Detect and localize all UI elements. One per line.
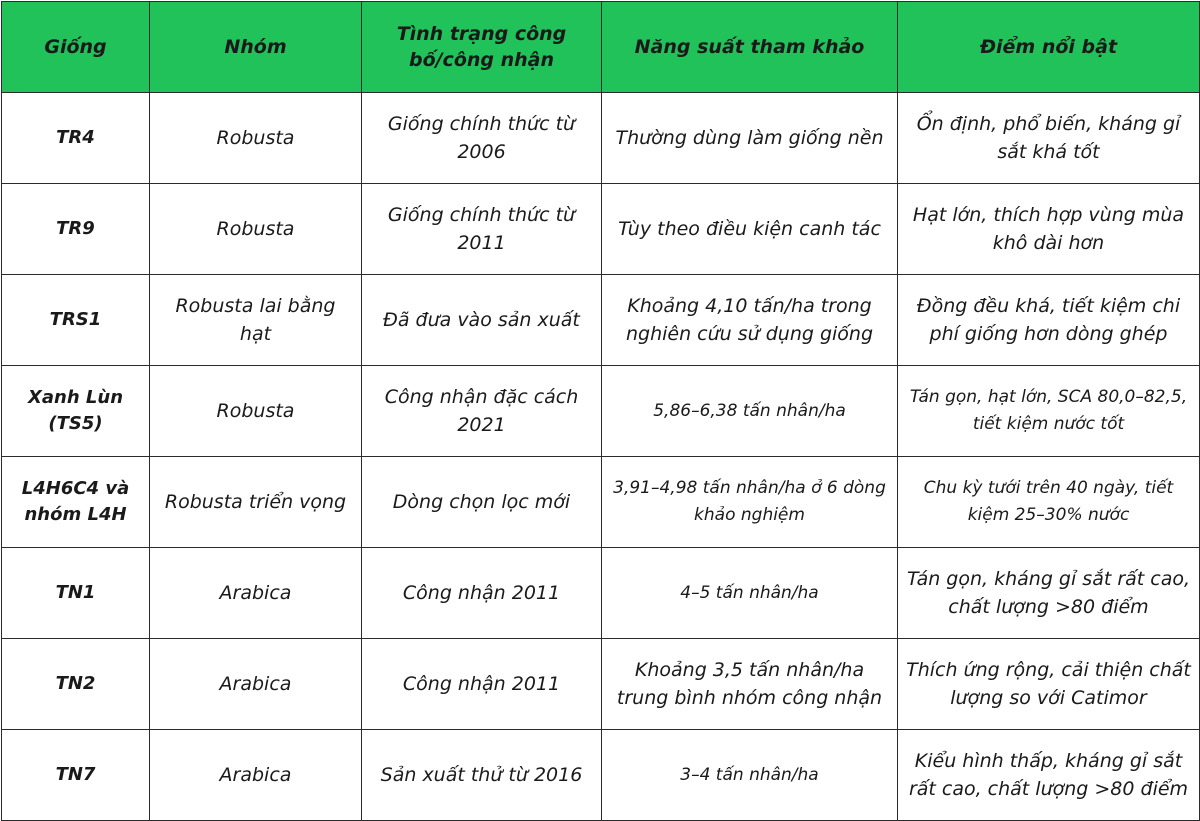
- table-row: [2, 730, 1200, 821]
- header-status: Tình trạng công bố/công nhận: [362, 2, 602, 93]
- cell-yield: 4–5 tấn nhân/ha: [602, 548, 898, 639]
- cell-variety: L4H6C4 và nhóm L4H: [2, 457, 150, 548]
- cell-yield: 3,91–4,98 tấn nhân/ha ở 6 dòng khảo nghiệm: [602, 457, 898, 548]
- cell-status: Đã đưa vào sản xuất: [362, 275, 602, 366]
- cell-group: Robusta: [150, 184, 362, 275]
- cell-yield: Khoảng 3,5 tấn nhân/ha trung bình nhóm công nhận: [602, 639, 898, 730]
- cell-variety: TN1: [2, 548, 150, 639]
- table-row: [2, 275, 1200, 366]
- header-highlights: Điểm nổi bật: [898, 2, 1200, 93]
- table-row: [2, 457, 1200, 548]
- cell-group: Arabica: [150, 548, 362, 639]
- cell-highlights: Thích ứng rộng, cải thiện chất lượng so với Catimor: [898, 639, 1200, 730]
- cell-highlights: Đồng đều khá, tiết kiệm chi phí giống hơn dòng ghép: [898, 275, 1200, 366]
- cell-status: Giống chính thức từ 2006: [362, 93, 602, 184]
- table-row: [2, 366, 1200, 457]
- cell-group: Arabica: [150, 730, 362, 821]
- table-row: [2, 548, 1200, 639]
- cell-variety: TR4: [2, 93, 150, 184]
- coffee-variety-table: [1, 1, 1200, 821]
- cell-yield: 5,86–6,38 tấn nhân/ha: [602, 366, 898, 457]
- header-group: Nhóm: [150, 2, 362, 93]
- cell-status: Sản xuất thử từ 2016: [362, 730, 602, 821]
- cell-status: Dòng chọn lọc mới: [362, 457, 602, 548]
- cell-highlights: Tán gọn, hạt lớn, SCA 80,0–82,5, tiết kiệm nước tốt: [898, 366, 1200, 457]
- cell-yield: Thường dùng làm giống nền: [602, 93, 898, 184]
- cell-status: Công nhận 2011: [362, 548, 602, 639]
- table-row: [2, 93, 1200, 184]
- cell-status: Công nhận 2011: [362, 639, 602, 730]
- cell-highlights: Ổn định, phổ biến, kháng gỉ sắt khá tốt: [898, 93, 1200, 184]
- cell-highlights: Kiểu hình thấp, kháng gỉ sắt rất cao, chất lượng >80 điểm: [898, 730, 1200, 821]
- cell-group: Robusta: [150, 366, 362, 457]
- cell-group: Robusta lai bằng hạt: [150, 275, 362, 366]
- table-row: [2, 639, 1200, 730]
- cell-yield: Tùy theo điều kiện canh tác: [602, 184, 898, 275]
- header-variety: Giống: [2, 2, 150, 93]
- cell-group: Arabica: [150, 639, 362, 730]
- cell-variety: TN2: [2, 639, 150, 730]
- cell-variety: TRS1: [2, 275, 150, 366]
- cell-yield: 3–4 tấn nhân/ha: [602, 730, 898, 821]
- cell-group: Robusta triển vọng: [150, 457, 362, 548]
- header-yield: Năng suất tham khảo: [602, 2, 898, 93]
- cell-status: Công nhận đặc cách 2021: [362, 366, 602, 457]
- cell-highlights: Tán gọn, kháng gỉ sắt rất cao, chất lượng >80 điểm: [898, 548, 1200, 639]
- cell-group: Robusta: [150, 93, 362, 184]
- cell-variety: TN7: [2, 730, 150, 821]
- cell-highlights: Chu kỳ tưới trên 40 ngày, tiết kiệm 25–30% nước: [898, 457, 1200, 548]
- cell-yield: Khoảng 4,10 tấn/ha trong nghiên cứu sử dụng giống: [602, 275, 898, 366]
- header-row: [2, 2, 1200, 93]
- cell-status: Giống chính thức từ 2011: [362, 184, 602, 275]
- table-row: [2, 184, 1200, 275]
- cell-highlights: Hạt lớn, thích hợp vùng mùa khô dài hơn: [898, 184, 1200, 275]
- cell-variety: Xanh Lùn (TS5): [2, 366, 150, 457]
- cell-variety: TR9: [2, 184, 150, 275]
